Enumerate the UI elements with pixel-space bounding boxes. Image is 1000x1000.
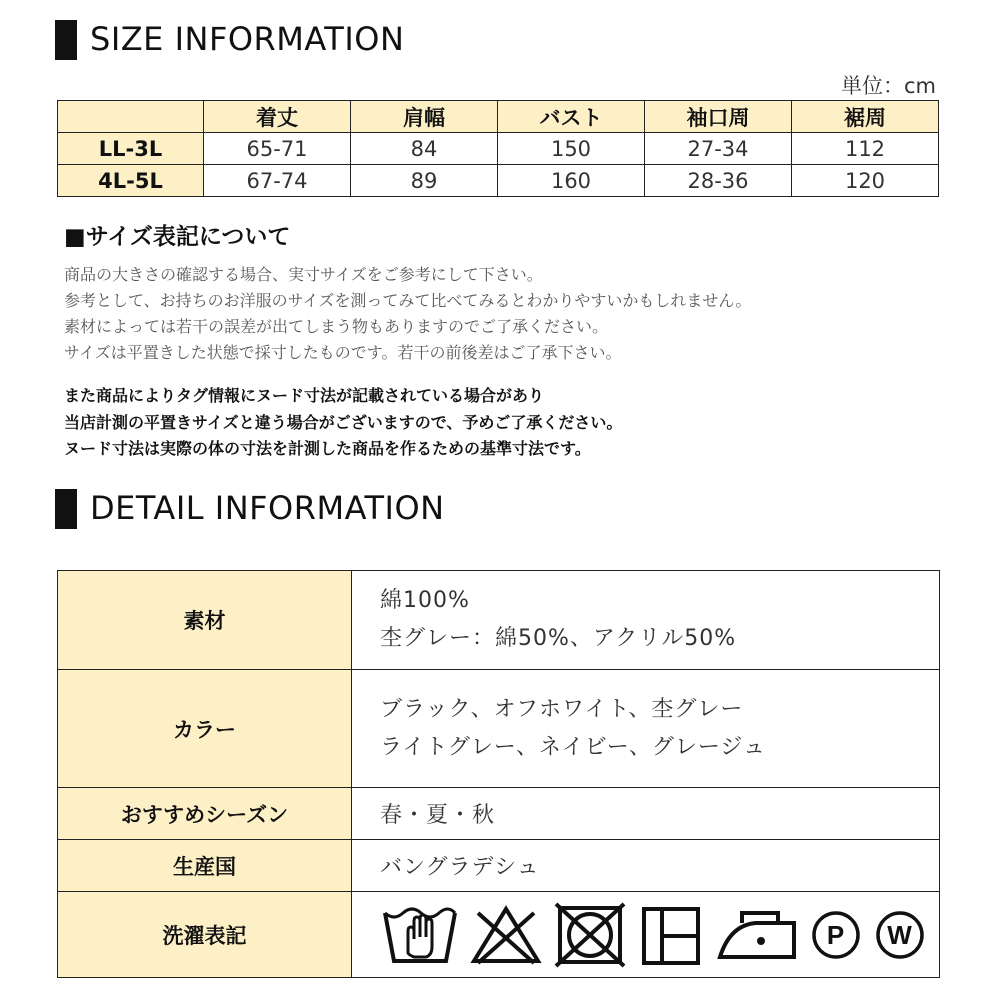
size-header-corner	[58, 101, 204, 133]
care-value	[352, 892, 940, 978]
color-line: ライトグレー、ネイビー、グレージュ	[380, 734, 766, 760]
note-bold-line: また商品によりタグ情報にヌード寸法が記載されている場合があり	[64, 386, 545, 405]
color-label: カラー	[58, 670, 352, 788]
detail-row-material	[58, 571, 940, 670]
color-line: ブラック、オフホワイト、杢グレー	[380, 696, 744, 722]
size-header-length: 着丈	[204, 101, 351, 133]
table-row	[58, 165, 939, 197]
professional-p-icon	[810, 909, 862, 961]
origin-value: バングラデシュ	[352, 840, 940, 892]
season-label: おすすめシーズン	[58, 788, 352, 840]
size-cell: 28-36	[645, 165, 792, 197]
size-row-label: 4L-5L	[58, 165, 204, 197]
note-line: 商品の大きさの確認する場合、実寸サイズをご参考にして下さい。	[64, 265, 543, 284]
w-letter: W	[887, 919, 913, 950]
unit-label: 単位：cm	[840, 74, 936, 98]
origin-label: 生産国	[58, 840, 352, 892]
note-bold-line: 当店計測の平置きサイズと違う場合がございますので、予めご了承ください。	[64, 412, 623, 432]
detail-row-season	[58, 788, 940, 840]
hand-wash-icon	[382, 903, 458, 967]
size-cell: 89	[351, 165, 498, 197]
nude-size-note	[64, 383, 622, 463]
section-bar	[55, 489, 77, 529]
section-bar	[55, 20, 77, 60]
detail-section-title: DETAIL INFORMATION	[90, 489, 445, 527]
size-cell: 84	[351, 133, 498, 165]
professional-w-icon	[874, 909, 926, 961]
p-letter: P	[826, 919, 846, 950]
size-cell: 65-71	[204, 133, 351, 165]
size-row-label: LL-3L	[58, 133, 204, 165]
no-bleach-icon	[470, 903, 542, 967]
detail-table	[57, 570, 940, 978]
size-cell: 67-74	[204, 165, 351, 197]
size-section-title: SIZE INFORMATION	[90, 20, 405, 58]
care-label: 洗濯表記	[58, 892, 352, 978]
color-value	[352, 670, 940, 788]
care-icons	[382, 902, 939, 968]
table-row	[58, 133, 939, 165]
note-line: 素材によっては若干の誤差が出てしまう物もありますのでご了承ください。	[64, 317, 609, 336]
size-cell: 27-34	[645, 133, 792, 165]
size-table-header-row	[58, 101, 939, 133]
detail-row-care	[58, 892, 940, 978]
material-value	[352, 571, 940, 670]
iron-low-icon	[716, 903, 798, 967]
size-table	[57, 100, 939, 197]
size-header-bust: バスト	[498, 101, 645, 133]
size-header-shoulder: 肩幅	[351, 101, 498, 133]
size-note-heading: ■サイズ表記について	[64, 224, 291, 250]
size-cell: 160	[498, 165, 645, 197]
note-line: 参考として、お持ちのお洋服のサイズを測ってみて比べてみるとわかりやすいかもしれません。	[64, 291, 752, 310]
size-cell: 120	[792, 165, 939, 197]
size-cell: 150	[498, 133, 645, 165]
season-value: 春・夏・秋	[352, 788, 940, 840]
size-header-hem: 裾周	[792, 101, 939, 133]
material-line: 綿100%	[380, 588, 470, 613]
note-bold-line: ヌード寸法は実際の体の寸法を計測した商品を作るための基準寸法です。	[64, 439, 591, 458]
material-line: 杢グレー：綿50%、アクリル50%	[380, 626, 737, 651]
no-tumble-dry-icon	[554, 902, 626, 968]
line-dry-shade-icon	[638, 903, 704, 967]
material-label: 素材	[58, 571, 352, 670]
detail-row-color	[58, 670, 940, 788]
size-cell: 112	[792, 133, 939, 165]
size-note-text	[64, 262, 751, 366]
size-header-cuff: 袖口周	[645, 101, 792, 133]
detail-row-origin	[58, 840, 940, 892]
note-line: サイズは平置きした状態で採寸したものです。若干の前後差はご了承下さい。	[64, 343, 622, 362]
